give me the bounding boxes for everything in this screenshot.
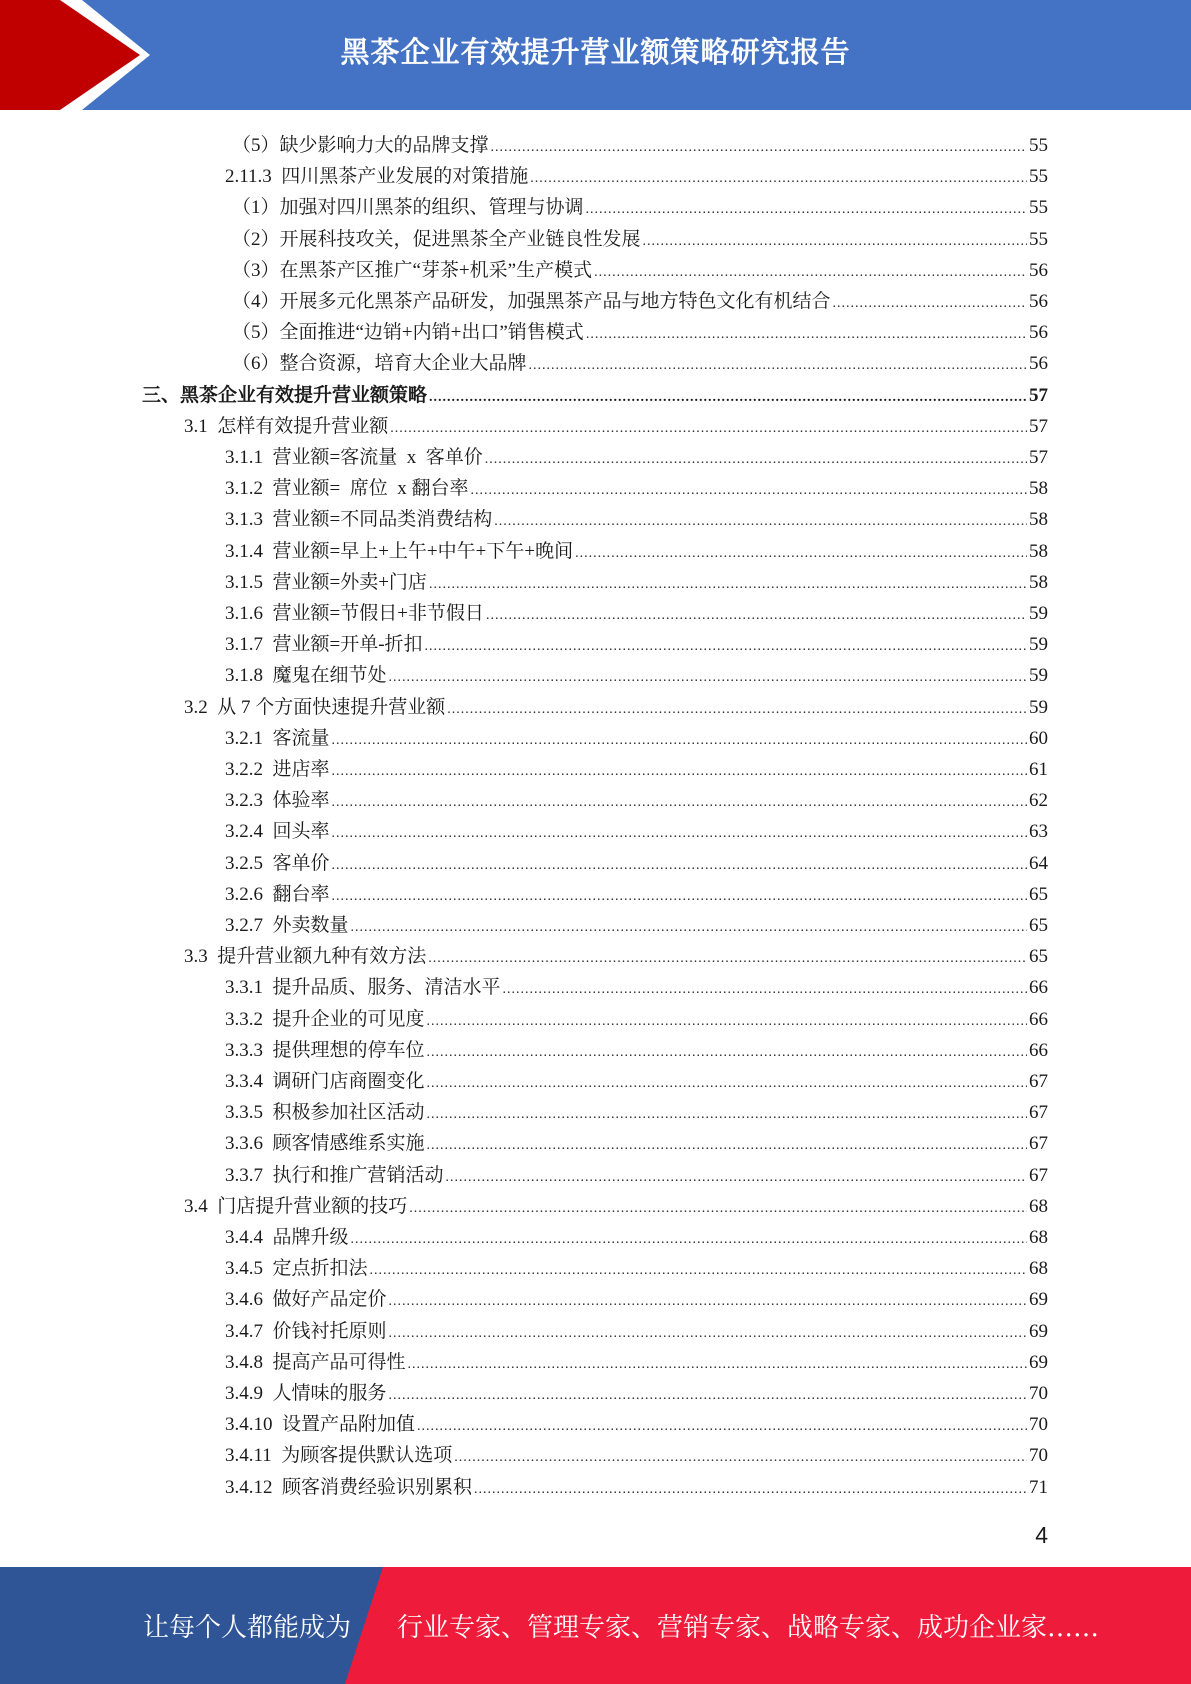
toc-entry-title: 3.2.1 客流量	[225, 728, 330, 749]
toc-entry-title: 3.3 提升营业额九种有效方法	[184, 946, 427, 967]
toc-entry-page: 58	[1029, 478, 1048, 499]
toc-entry-page: 69	[1029, 1321, 1048, 1342]
toc-dot-leader	[427, 1043, 1027, 1063]
toc-dot-leader	[491, 138, 1027, 158]
toc-dot-leader	[351, 1230, 1027, 1250]
toc-entry-title: 3.2.7 外卖数量	[225, 915, 349, 936]
toc-entry-title: 2.11.3 四川黑茶产业发展的对策措施	[225, 166, 529, 187]
toc-entry[interactable]	[232, 221, 1048, 252]
toc-entry-title: 3.2.6 翻台率	[225, 884, 330, 905]
toc-entry[interactable]	[225, 657, 1048, 688]
toc-entry-page: 65	[1029, 946, 1048, 967]
toc-entry-page: 65	[1029, 915, 1048, 936]
toc-entry-title: 3.4.12 顾客消费经验识别累积	[225, 1477, 473, 1498]
toc-entry-title: 3.4.4 品牌升级	[225, 1227, 349, 1248]
toc-entry[interactable]	[142, 377, 1048, 408]
toc-dot-leader	[446, 1168, 1027, 1188]
toc-entry-title: 3.4.6 做好产品定价	[225, 1289, 387, 1310]
toc-entry[interactable]	[232, 189, 1048, 220]
toc-entry[interactable]	[232, 252, 1048, 283]
toc-dot-leader	[409, 1199, 1027, 1219]
toc-entry-title: 3.4.7 价钱衬托原则	[225, 1321, 387, 1342]
toc-dot-leader	[427, 1012, 1027, 1032]
toc-dot-leader	[332, 887, 1027, 907]
toc-entry-page: 60	[1029, 728, 1048, 749]
toc-dot-leader	[425, 637, 1027, 657]
document-title: 黑茶企业有效提升营业额策略研究报告	[340, 34, 851, 69]
toc-entry[interactable]	[225, 595, 1048, 626]
toc-entry[interactable]	[225, 751, 1048, 782]
toc-entry[interactable]	[225, 158, 1048, 189]
toc-entry-page: 62	[1029, 790, 1048, 811]
toc-entry[interactable]	[225, 1469, 1048, 1500]
toc-entry-page: 64	[1029, 853, 1048, 874]
toc-dot-leader	[332, 824, 1027, 844]
toc-dot-leader	[408, 1355, 1027, 1375]
toc-entry[interactable]	[225, 1063, 1048, 1094]
toc-entry-title: 3.1.3 营业额=不同品类消费结构	[225, 509, 493, 530]
toc-dot-leader	[494, 512, 1027, 532]
toc-entry[interactable]	[225, 1250, 1048, 1281]
toc-entry[interactable]	[184, 1188, 1048, 1219]
toc-dot-leader	[389, 1324, 1027, 1344]
toc-dot-leader	[586, 200, 1027, 220]
toc-entry-title: 3.3.3 提供理想的停车位	[225, 1040, 425, 1061]
toc-entry[interactable]	[225, 1125, 1048, 1156]
toc-entry[interactable]	[225, 876, 1048, 907]
toc-entry-title: 3.2.3 体验率	[225, 790, 330, 811]
toc-entry-title: 3.2 从 7 个方面快速提升营业额	[184, 697, 446, 718]
toc-dot-leader	[332, 793, 1027, 813]
toc-entry-title: 3.1 怎样有效提升营业额	[184, 416, 389, 437]
toc-entry[interactable]	[225, 720, 1048, 751]
toc-entry-title: （6）整合资源，培育大企业大品牌	[232, 353, 527, 374]
toc-entry[interactable]	[225, 1032, 1048, 1063]
toc-entry-title: 3.3.4 调研门店商圈变化	[225, 1071, 425, 1092]
toc-dot-leader	[427, 1136, 1027, 1156]
toc-entry-page: 55	[1029, 166, 1048, 187]
toc-entry-page: 59	[1029, 665, 1048, 686]
toc-entry-page: 59	[1029, 603, 1048, 624]
toc-entry-title: 3.2.4 回头率	[225, 821, 330, 842]
toc-entry-page: 66	[1029, 1040, 1048, 1061]
toc-entry-page: 58	[1029, 509, 1048, 530]
toc-entry-page: 69	[1029, 1352, 1048, 1373]
toc-dot-leader	[486, 606, 1027, 626]
toc-entry[interactable]	[184, 689, 1048, 720]
toc-entry[interactable]	[225, 1344, 1048, 1375]
toc-entry[interactable]	[225, 1094, 1048, 1125]
toc-entry-page: 58	[1029, 572, 1048, 593]
toc-entry-title: 3.1.7 营业额=开单-折扣	[225, 634, 423, 655]
toc-entry-title: （1）加强对四川黑茶的组织、管理与协调	[232, 197, 584, 218]
toc-dot-leader	[485, 450, 1027, 470]
toc-entry-title: 3.3.1 提升品质、服务、清洁水平	[225, 977, 501, 998]
toc-entry[interactable]	[184, 408, 1048, 439]
toc-entry-page: 67	[1029, 1102, 1048, 1123]
toc-dot-leader	[429, 388, 1027, 408]
toc-entry-page: 70	[1029, 1383, 1048, 1404]
toc-entry[interactable]	[225, 439, 1048, 470]
toc-entry-title: （5）缺少影响力大的品牌支撑	[232, 135, 489, 156]
toc-entry-title: 3.2.5 客单价	[225, 853, 330, 874]
toc-entry-page: 67	[1029, 1165, 1048, 1186]
toc-entry-page: 57	[1029, 416, 1048, 437]
toc-entry-page: 59	[1029, 697, 1048, 718]
toc-entry[interactable]	[225, 1437, 1048, 1468]
toc-dot-leader	[429, 575, 1027, 595]
toc-dot-leader	[389, 1386, 1027, 1406]
toc-entry-page: 58	[1029, 541, 1048, 562]
toc-entry-title: 3.1.5 营业额=外卖+门店	[225, 572, 427, 593]
toc-entry-title: 3.1.4 营业额=早上+上午+中午+下午+晚间	[225, 541, 574, 562]
toc-dot-leader	[332, 731, 1027, 751]
toc-entry-title: （4）开展多元化黑茶产品研发，加强黑茶产品与地方特色文化有机结合	[232, 291, 831, 312]
toc-entry[interactable]	[232, 314, 1048, 345]
footer-slogan-left: 让每个人都能成为	[143, 1613, 352, 1643]
toc-entry-page: 66	[1029, 977, 1048, 998]
toc-entry[interactable]	[225, 1219, 1048, 1250]
toc-entry-title: 3.4 门店提升营业额的技巧	[184, 1196, 408, 1217]
toc-entry-title: 3.1.6 营业额=节假日+非节假日	[225, 603, 484, 624]
toc-entry-title: 3.4.10 设置产品附加值	[225, 1414, 416, 1435]
toc-entry[interactable]	[225, 969, 1048, 1000]
toc-entry[interactable]	[225, 813, 1048, 844]
toc-entry[interactable]	[225, 1375, 1048, 1406]
toc-entry[interactable]	[225, 533, 1048, 564]
toc-entry-page: 71	[1029, 1477, 1048, 1498]
toc-dot-leader	[447, 700, 1027, 720]
toc-entry-title: 3.1.2 营业额= 席位 x 翻台率	[225, 478, 469, 499]
toc-entry-page: 70	[1029, 1445, 1048, 1466]
toc-dot-leader	[575, 544, 1027, 564]
page-number: 4	[1035, 1522, 1048, 1548]
toc-entry-page: 67	[1029, 1133, 1048, 1154]
toc-entry[interactable]	[225, 470, 1048, 501]
toc-entry-title: 3.3.6 顾客情感维系实施	[225, 1133, 425, 1154]
toc-entry[interactable]	[232, 283, 1048, 314]
toc-entry[interactable]	[225, 845, 1048, 876]
toc-entry[interactable]	[225, 501, 1048, 532]
toc-dot-leader	[427, 1074, 1027, 1094]
toc-dot-leader	[389, 1292, 1027, 1312]
toc-dot-leader	[390, 419, 1027, 439]
toc-entry-page: 69	[1029, 1289, 1048, 1310]
toc-dot-leader	[454, 1448, 1027, 1468]
toc-entry-title: 3.3.5 积极参加社区活动	[225, 1102, 425, 1123]
toc-entry-title: 3.3.7 执行和推广营销活动	[225, 1165, 444, 1186]
toc-entry-page: 56	[1029, 353, 1048, 374]
toc-entry[interactable]	[225, 1157, 1048, 1188]
toc-entry[interactable]	[225, 1281, 1048, 1312]
toc-dot-leader	[594, 263, 1027, 283]
toc-dot-leader	[833, 294, 1027, 314]
toc-entry-page: 55	[1029, 135, 1048, 156]
toc-dot-leader	[417, 1417, 1027, 1437]
toc-dot-leader	[332, 856, 1027, 876]
toc-dot-leader	[503, 980, 1027, 1000]
toc-entry-title: （2）开展科技攻关，促进黑茶全产业链良性发展	[232, 229, 641, 250]
toc-entry-title: 3.2.2 进店率	[225, 759, 330, 780]
toc-entry-page: 56	[1029, 260, 1048, 281]
toc-entry-page: 66	[1029, 1009, 1048, 1030]
toc-dot-leader	[428, 949, 1027, 969]
toc-entry[interactable]	[225, 1406, 1048, 1437]
toc-dot-leader	[586, 325, 1027, 345]
toc-entry-page: 55	[1029, 197, 1048, 218]
toc-entry-page: 55	[1029, 229, 1048, 250]
toc-entry[interactable]	[225, 1313, 1048, 1344]
toc-entry[interactable]	[232, 345, 1048, 376]
toc-entry-title: （3）在黑茶产区推广“芽茶+机采”生产模式	[232, 260, 593, 281]
toc-entry-title: 3.1.1 营业额=客流量 x 客单价	[225, 447, 483, 468]
toc-entry-title: （5）全面推进“边销+内销+出口”销售模式	[232, 322, 584, 343]
toc-entry-page: 70	[1029, 1414, 1048, 1435]
toc-entry-page: 65	[1029, 884, 1048, 905]
toc-entry-page: 68	[1029, 1196, 1048, 1217]
toc-entry-page: 57	[1029, 447, 1048, 468]
toc-entry[interactable]	[225, 626, 1048, 657]
toc-entry-page: 67	[1029, 1071, 1048, 1092]
toc-entry[interactable]	[184, 938, 1048, 969]
footer-slogan-right: 行业专家、管理专家、营销专家、战略专家、成功企业家……	[397, 1613, 1100, 1643]
toc-entry-title: 3.3.2 提升企业的可见度	[225, 1009, 425, 1030]
toc-entry-page: 56	[1029, 291, 1048, 312]
toc-entry[interactable]	[225, 564, 1048, 595]
toc-entry-page: 59	[1029, 634, 1048, 655]
toc-entry-title: 三、黑茶企业有效提升营业额策略	[142, 385, 428, 406]
toc-entry-title: 3.1.8 魔鬼在细节处	[225, 665, 387, 686]
toc-entry-title: 3.4.11 为顾客提供默认选项	[225, 1445, 453, 1466]
toc-entry-page: 68	[1029, 1258, 1048, 1279]
toc-dot-leader	[370, 1261, 1027, 1281]
toc-entry-page: 57	[1029, 385, 1048, 406]
toc-dot-leader	[474, 1480, 1027, 1500]
toc-dot-leader	[529, 356, 1027, 376]
toc-dot-leader	[332, 762, 1027, 782]
toc-entry[interactable]	[225, 782, 1048, 813]
toc-entry[interactable]	[225, 907, 1048, 938]
toc-entry-title: 3.4.9 人情味的服务	[225, 1383, 387, 1404]
toc-dot-leader	[530, 169, 1027, 189]
toc-entry-page: 63	[1029, 821, 1048, 842]
page-footer	[0, 1567, 1191, 1684]
toc-dot-leader	[643, 232, 1027, 252]
toc-dot-leader	[427, 1105, 1027, 1125]
toc-entry-title: 3.4.5 定点折扣法	[225, 1258, 368, 1279]
toc-entry-title: 3.4.8 提高产品可得性	[225, 1352, 406, 1373]
page-header	[0, 0, 1191, 110]
toc-entry-page: 56	[1029, 322, 1048, 343]
toc-dot-leader	[470, 481, 1027, 501]
toc-dot-leader	[389, 668, 1027, 688]
toc-entry-page: 61	[1029, 759, 1048, 780]
toc-entry[interactable]	[232, 127, 1048, 158]
toc-dot-leader	[351, 918, 1027, 938]
toc-entry-page: 68	[1029, 1227, 1048, 1248]
toc-entry[interactable]	[225, 1001, 1048, 1032]
